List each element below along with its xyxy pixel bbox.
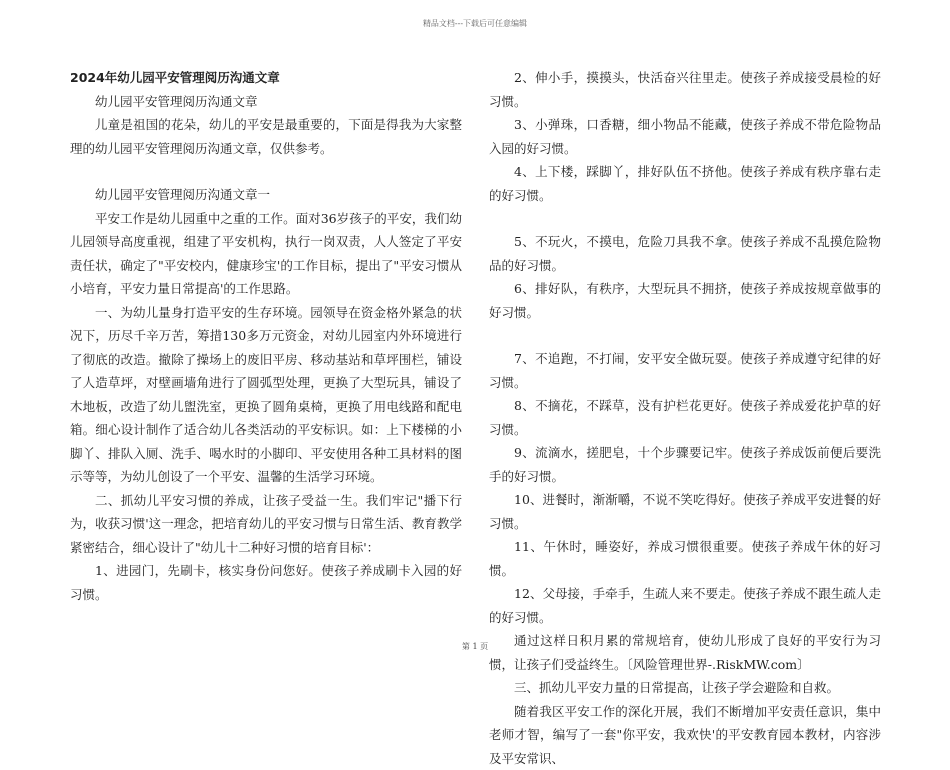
habit-item: 11、午休时，睡姿好，养成习惯很重要。使孩子养成午休的好习惯。	[489, 535, 881, 582]
document-title: 2024年幼儿园平安管理阅历沟通文章	[70, 66, 462, 90]
habit-item: 2、伸小手，摸摸头，快活奋兴往里走。使孩子养成接受晨检的好习惯。	[489, 66, 881, 113]
habit-item: 6、排好队，有秩序，大型玩具不拥挤，使孩子养成按规章做事的好习惯。	[489, 277, 881, 324]
habit-item: 1、进园门，先刷卡，核实身份问您好。使孩子养成刷卡入园的好习惯。	[70, 559, 462, 606]
section-title: 幼儿园平安管理阅历沟通文章一	[70, 183, 462, 207]
habit-item: 4、上下楼，踩脚丫，排好队伍不挤他。使孩子养成有秩序靠右走的好习惯。	[489, 160, 881, 207]
summary-paragraph: 通过这样日积月累的常规培育，使幼儿形成了良好的平安行为习惯，让孩子们受益终生。〔风险管理世界-.RiskMW.com〕	[489, 629, 881, 676]
intro-paragraph: 儿童是祖国的花朵，幼儿的平安是最重要的，下面是得我为大家整理的幼儿园平安管理阅历沟通文章，仅供参考。	[70, 113, 462, 160]
habit-item: 3、小弹珠，口香糖，细小物品不能藏，使孩子养成不带危险物品入园的好习惯。	[489, 113, 881, 160]
habit-item: 10、进餐时，渐渐嚼，不说不笑吃得好。使孩子养成平安进餐的好习惯。	[489, 488, 881, 535]
habit-item: 12、父母接，手牵手，生疏人来不要走。使孩子养成不跟生疏人走的好习惯。	[489, 582, 881, 629]
habit-item: 8、不摘花，不踩草，没有护栏花更好。使孩子养成爱花护草的好习惯。	[489, 394, 881, 441]
page-footer: 第 1 页	[0, 641, 950, 652]
habit-item: 5、不玩火，不摸电，危险刀具我不拿。使孩子养成不乱摸危险物品的好习惯。	[489, 230, 881, 277]
habit-item: 9、流滴水，搓肥皂，十个步骤要记牢。使孩子养成饭前便后要洗手的好习惯。	[489, 441, 881, 488]
page-header: 精品文档---下载后可任意编辑	[0, 18, 950, 29]
habit-item: 7、不追跑，不打闹，安平安全做玩耍。使孩子养成遵守纪律的好习惯。	[489, 347, 881, 394]
paragraph: 二、抓幼儿平安习惯的养成，让孩子受益一生。我们牢记"播下行为，收获习惯'这一理念，把培育幼儿的平安习惯与日常生活、教育教学紧密结合，细心设计了"幼儿十二种好习惯的培育目标'：	[70, 489, 462, 560]
left-column	[70, 66, 462, 606]
paragraph: 一、为幼儿量身打造平安的生存环境。园领导在资金格外紧急的状况下，历尽千辛万苦，筹措130多万元资金，对幼儿园室内外环境进行了彻底的改造。撤除了操场上的废旧平房、移动基站和草坪围栏，铺设了人造草坪，对壁画墙角进行了圆弧型处理，更换了大型玩具，铺设了木地板，改造了幼儿盥洗室，更换了圆角桌椅，更换了用电线路和配电箱。细心设计制作了适合幼儿各类活动的平安标识。如：上下楼梯的小脚丫、排队入厕、洗手、喝水时的小脚印、平安使用各种工具材料的图示等等，为幼儿创设了一个平安、温馨的生活学习环境。	[70, 301, 462, 489]
paragraph: 随着我区平安工作的深化开展，我们不断增加平安责任意识，集中老师才智，编写了一套"你平安，我欢快'的平安教育园本教材，内容涉及平安常识、	[489, 700, 881, 770]
paragraph: 平安工作是幼儿园重中之重的工作。面对36岁孩子的平安，我们幼儿园领导高度重视，组建了平安机构，执行一岗双责，人人签定了平安责任状，确定了"平安校内，健康珍宝'的工作目标，提出了"平安习惯从小培育，平安力量日常提高'的工作思路。	[70, 207, 462, 301]
right-column	[489, 66, 881, 770]
section-heading: 三、抓幼儿平安力量的日常提高，让孩子学会避险和自救。	[489, 676, 881, 700]
document-subtitle: 幼儿园平安管理阅历沟通文章	[70, 90, 462, 114]
